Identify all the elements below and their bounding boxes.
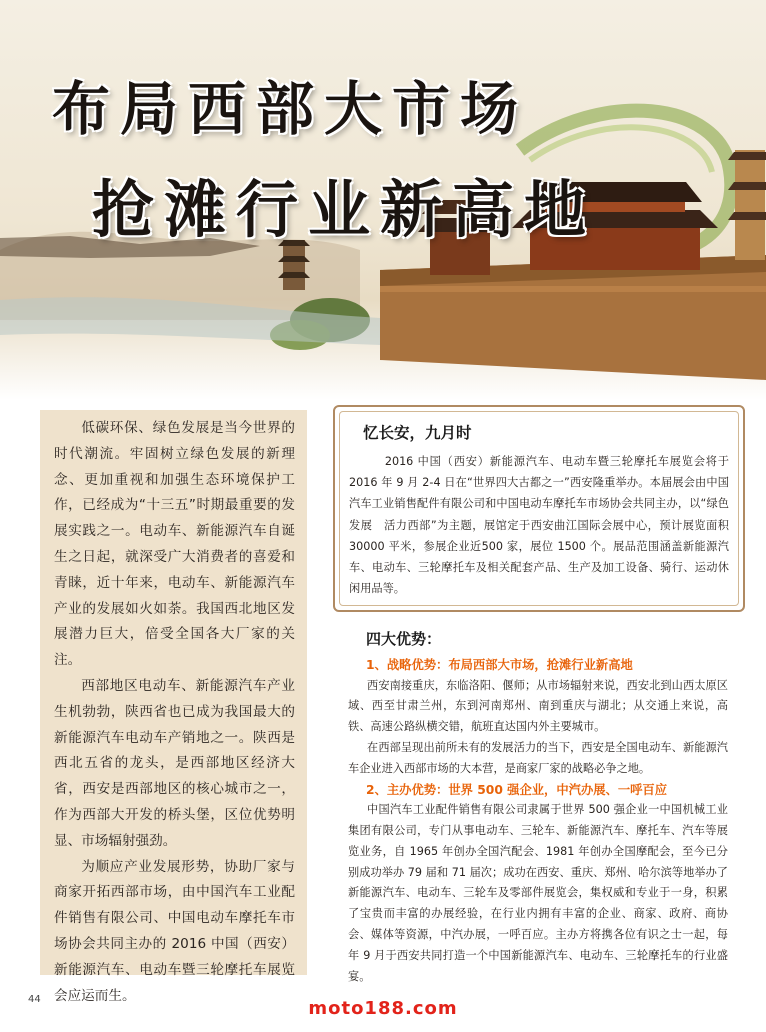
footer-website: moto188.com xyxy=(308,998,458,1019)
header-banner xyxy=(0,0,766,400)
advantage-2-paragraph: 中国汽车工业配件销售有限公司隶属于世界 500 强企业一中国机械工业集团有限公司，专门从事电动车、三轮车、新能源汽车、摩托车、汽车等展览业务，自 1965 年创办全国汽配会、1981 年创办全国摩配会，至今已分别成功举办 79 届和 71 届次；成功在西安、重庆、郑州、哈尔滨等地举办了新能源汽车、电动车、三轮车及零部件展览会，集权威和专业于一身，积累了宝贵而丰富的办展经验，在行业内拥有丰富的企业、商家、政府、商协会、媒体等资源，中汽办展，一呼百应。主办方将携各位有识之士一起，每年 9 月于西安共同打造一个中国新能源汽车、电动车、三轮摩托车的行业盛宴。 xyxy=(348,803,728,983)
headline-line-1: 布局西部大市场 xyxy=(52,75,529,143)
headline-line-2: 抢滩行业新高地 xyxy=(92,173,597,246)
advantages-section xyxy=(348,628,728,987)
box-heading: 忆长安，九月时 xyxy=(363,424,472,442)
advantage-2-title: 2、主办优势：世界 500 强企业，中汽办展、一呼百应 xyxy=(366,782,668,797)
box-paragraph: 2016 中国（西安）新能源汽车、电动车暨三轮摩托车展览会将于 2016 年 9 月 2-4 日在“世界四大古都之一”西安隆重举办。本届展会由中国汽车工业销售配件有限公司和中国电动车摩托车市场协会共同主办，以“绿色发展 活力西部”为主题，展馆定于西安曲江国际会展中心，预计展览面积30000 平米，参展企业近500 家，展位 1500 个。展品范围涵盖新能源汽车、电动车、三轮摩托车及相关配套产品、生产及加工设备、骑行、运动休闲用品等。 xyxy=(349,455,729,596)
advantages-heading: 四大优势： xyxy=(366,630,442,648)
intro-paragraph: 低碳环保、绿色发展是当今世界的时代潮流。牢固树立绿色发展的新理念、更加重视和加强生态环境保护工作，已经成为“十三五”时期最重要的发展实践之一。电动车、新能源汽车自诞生之日起，就深受广大消费者的喜爱和青睐，近十年来，电动车、新能源汽车产业的发展如火如荼。我国西北地区发展潜力巨大，倍受全国各大厂家的关注。 xyxy=(54,420,295,669)
advantage-1-paragraph: 在西部呈现出前所未有的发展活力的当下，西安是全国电动车、新能源汽车企业进入西部市场的大本营，是商家厂家的战略必争之地。 xyxy=(348,740,728,775)
exhibition-info-box xyxy=(333,405,745,612)
advantage-1-title: 1、战略优势：布局西部大市场，抢滩行业新高地 xyxy=(366,658,633,672)
intro-paragraph: 为顺应产业发展形势，协助厂家与商家开拓西部市场，由中国汽车工业配件销售有限公司、中国电动车摩托车市场协会共同主办的 2016 中国（西安）新能源汽车、电动车暨三轮摩托车展览会应运而生。 xyxy=(54,858,295,1004)
page-number: 44 xyxy=(28,994,41,1005)
advantage-1-paragraph: 西安南接重庆，东临洛阳、偃师；从市场辐射来说，西安北到山西太原区域、西至甘肃兰州，东到河南郑州、南到重庆与湖北；从交通上来说，高铁、高速公路纵横交错，航班直达国内外主要城市。 xyxy=(348,678,728,734)
intro-column xyxy=(40,410,307,1004)
intro-paragraph: 西部地区电动车、新能源汽车产业生机勃勃，陕西省也已成为我国最大的新能源汽车电动车产销地之一。陕西是西北五省的龙头，是西部地区经济大省，西安是西部地区的核心城市之一，作为西部大开发的桥头堡，区位优势明显、市场辐射强劲。 xyxy=(54,677,295,849)
